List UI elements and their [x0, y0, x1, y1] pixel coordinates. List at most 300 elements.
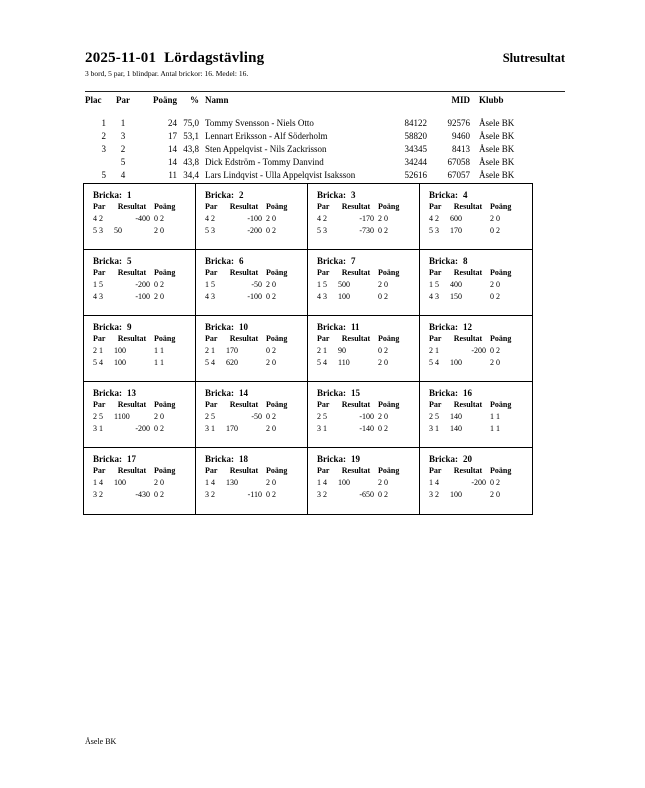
board-result — [226, 423, 262, 435]
board-result-ns: 400 — [450, 280, 462, 289]
result-pct: 34,4 — [183, 169, 199, 180]
board-header-resultat: Resultat — [453, 334, 483, 343]
board-result — [226, 345, 262, 357]
board-header-par: Par — [205, 268, 218, 277]
board-par: 1 5 — [317, 280, 327, 289]
board-label: Bricka: — [93, 322, 122, 332]
board-par: 3 2 — [93, 490, 103, 499]
boards-grid — [83, 183, 533, 515]
board-poang: 0 2 — [154, 424, 164, 433]
board-par: 2 5 — [93, 412, 103, 421]
board-result — [450, 411, 486, 423]
board-label: Bricka: — [429, 322, 458, 332]
board-score-row — [205, 345, 303, 357]
board-header-row — [93, 267, 191, 279]
board-score-row — [429, 291, 528, 303]
board-score-row — [205, 423, 303, 435]
board-score-row — [93, 279, 191, 291]
board-header-row — [205, 465, 303, 477]
board-header-poang: Poäng — [378, 268, 400, 277]
board-poang: 0 2 — [266, 490, 276, 499]
board-result — [114, 279, 150, 291]
board-result-ew: -650 — [359, 490, 374, 499]
board-header-resultat: Resultat — [229, 400, 259, 409]
board-result-ns: 170 — [226, 424, 238, 433]
board-header-resultat: Resultat — [341, 334, 371, 343]
board-score-row — [429, 477, 528, 489]
board-par: 3 1 — [93, 424, 103, 433]
board-cell — [308, 382, 420, 448]
board-header-poang: Poäng — [266, 400, 288, 409]
board-number: 9 — [127, 322, 132, 332]
board-header-row — [205, 399, 303, 411]
board-poang: 2 0 — [154, 478, 164, 487]
board-result-ns: 620 — [226, 358, 238, 367]
board-title — [205, 387, 303, 399]
board-cell — [196, 382, 308, 448]
col-header-plac: Plac — [85, 95, 102, 105]
board-score-row — [205, 279, 303, 291]
board-score-row — [429, 213, 528, 225]
board-header-par: Par — [205, 466, 218, 475]
board-header-row — [317, 267, 415, 279]
board-number: 14 — [239, 388, 248, 398]
board-score-row — [317, 279, 415, 291]
board-poang: 0 2 — [154, 280, 164, 289]
board-result-ns: 100 — [114, 478, 126, 487]
board-header-resultat: Resultat — [453, 466, 483, 475]
board-header-poang: Poäng — [490, 466, 512, 475]
board-label: Bricka: — [429, 256, 458, 266]
result-poang: 14 — [168, 143, 177, 154]
board-par: 4 3 — [205, 292, 215, 301]
board-result — [114, 477, 150, 489]
board-result — [226, 489, 262, 501]
board-header-row — [93, 465, 191, 477]
board-title — [93, 189, 191, 201]
board-header-poang: Poäng — [378, 202, 400, 211]
header-rule — [85, 91, 565, 92]
board-score-row — [93, 291, 191, 303]
board-number: 6 — [239, 256, 244, 266]
board-header-row — [93, 201, 191, 213]
board-par: 1 5 — [205, 280, 215, 289]
board-result — [114, 225, 150, 237]
board-number: 13 — [127, 388, 136, 398]
board-result-ns: 100 — [338, 478, 350, 487]
board-result — [450, 345, 486, 357]
board-par: 4 2 — [205, 214, 215, 223]
board-result — [226, 213, 262, 225]
result-mid-2: 9460 — [452, 130, 470, 141]
board-label: Bricka: — [429, 388, 458, 398]
board-number: 4 — [463, 190, 468, 200]
result-namn: Tommy Svensson - Niels Otto — [205, 117, 314, 128]
board-result-ns: 130 — [226, 478, 238, 487]
board-header-resultat: Resultat — [229, 334, 259, 343]
board-result-ns: 100 — [450, 358, 462, 367]
result-poang: 17 — [168, 130, 177, 141]
result-namn: Lennart Eriksson - Alf Söderholm — [205, 130, 328, 141]
board-header-resultat: Resultat — [117, 400, 147, 409]
board-par: 3 1 — [317, 424, 327, 433]
result-mid-1: 34244 — [404, 156, 427, 167]
board-par: 1 5 — [93, 280, 103, 289]
board-cell — [420, 382, 532, 448]
board-cell — [420, 250, 532, 316]
board-poang: 2 0 — [266, 214, 276, 223]
board-result-ns: 600 — [450, 214, 462, 223]
board-result — [226, 411, 262, 423]
board-poang: 1 1 — [490, 412, 500, 421]
board-result-ns: 100 — [114, 346, 126, 355]
col-header-klubb: Klubb — [479, 95, 504, 105]
board-poang: 0 2 — [378, 346, 388, 355]
board-score-row — [93, 411, 191, 423]
board-poang: 2 0 — [154, 292, 164, 301]
board-par: 1 4 — [317, 478, 327, 487]
board-poang: 0 2 — [490, 226, 500, 235]
board-result-ew: -100 — [135, 292, 150, 301]
board-poang: 2 0 — [378, 478, 388, 487]
board-poang: 2 0 — [490, 358, 500, 367]
board-title — [429, 453, 528, 465]
board-header-poang: Poäng — [266, 268, 288, 277]
board-label: Bricka: — [93, 454, 122, 464]
board-par: 4 2 — [317, 214, 327, 223]
result-pct: 53,1 — [183, 130, 199, 141]
board-par: 1 4 — [429, 478, 439, 487]
result-row — [85, 155, 565, 168]
board-result — [114, 357, 150, 369]
result-namn: Dick Edström - Tommy Danvind — [205, 156, 324, 167]
report-page — [85, 50, 565, 515]
board-label: Bricka: — [429, 190, 458, 200]
board-result — [338, 423, 374, 435]
board-header-row — [93, 333, 191, 345]
result-row — [85, 142, 565, 155]
result-klubb: Åsele BK — [479, 130, 515, 141]
board-number: 8 — [463, 256, 468, 266]
board-header-resultat: Resultat — [117, 268, 147, 277]
result-klubb: Åsele BK — [479, 169, 515, 180]
board-score-row — [317, 357, 415, 369]
board-result-ew: -100 — [247, 214, 262, 223]
board-cell — [196, 250, 308, 316]
result-poang: 24 — [168, 117, 177, 128]
board-result — [338, 411, 374, 423]
board-result-ns: 170 — [450, 226, 462, 235]
board-title — [93, 453, 191, 465]
result-mid-2: 92576 — [447, 117, 470, 128]
board-score-row — [317, 423, 415, 435]
board-result — [450, 291, 486, 303]
board-result-ew: -200 — [247, 226, 262, 235]
board-poang: 1 1 — [154, 346, 164, 355]
board-header-resultat: Resultat — [117, 466, 147, 475]
board-result-ns: 1100 — [114, 412, 130, 421]
board-header-par: Par — [317, 400, 330, 409]
board-score-row — [317, 345, 415, 357]
board-title — [317, 453, 415, 465]
board-header-resultat: Resultat — [453, 400, 483, 409]
board-label: Bricka: — [317, 190, 346, 200]
board-result — [450, 213, 486, 225]
result-par: 4 — [120, 169, 126, 180]
board-title — [429, 321, 528, 333]
board-par: 5 4 — [317, 358, 327, 367]
board-result-ns: 500 — [338, 280, 350, 289]
board-label: Bricka: — [205, 256, 234, 266]
board-par: 3 2 — [429, 490, 439, 499]
board-score-row — [93, 477, 191, 489]
board-header-resultat: Resultat — [341, 466, 371, 475]
board-cell — [84, 382, 196, 448]
board-label: Bricka: — [93, 190, 122, 200]
board-poang: 0 2 — [266, 412, 276, 421]
board-result-ew: -50 — [251, 280, 262, 289]
result-type-label: Slutresultat — [502, 51, 565, 65]
board-poang: 2 0 — [266, 358, 276, 367]
board-par: 4 3 — [429, 292, 439, 301]
board-cell — [196, 184, 308, 250]
board-header-resultat: Resultat — [117, 334, 147, 343]
board-number: 5 — [127, 256, 132, 266]
board-par: 5 4 — [205, 358, 215, 367]
board-poang: 2 0 — [154, 412, 164, 421]
board-header-row — [429, 201, 528, 213]
board-par: 3 2 — [205, 490, 215, 499]
board-poang: 0 2 — [154, 214, 164, 223]
board-result — [450, 279, 486, 291]
board-header-par: Par — [317, 202, 330, 211]
board-result — [114, 411, 150, 423]
board-label: Bricka: — [317, 454, 346, 464]
board-title — [93, 255, 191, 267]
board-result-ew: -200 — [471, 346, 486, 355]
result-mid-1: 52616 — [404, 169, 427, 180]
result-plac: 1 — [101, 117, 106, 128]
board-poang: 0 2 — [490, 346, 500, 355]
board-result — [450, 423, 486, 435]
board-par: 2 5 — [205, 412, 215, 421]
result-plac: 5 — [101, 169, 106, 180]
board-poang: 2 0 — [378, 412, 388, 421]
board-poang: 1 1 — [154, 358, 164, 367]
board-label: Bricka: — [317, 388, 346, 398]
board-poang: 0 2 — [266, 346, 276, 355]
board-header-row — [317, 465, 415, 477]
board-header-poang: Poäng — [490, 334, 512, 343]
board-result — [226, 357, 262, 369]
result-namn: Sten Appelqvist - Nils Zackrisson — [205, 143, 327, 154]
board-par: 5 3 — [205, 226, 215, 235]
board-header-poang: Poäng — [266, 202, 288, 211]
col-header-par: Par — [116, 95, 130, 105]
board-result — [338, 225, 374, 237]
board-header-resultat: Resultat — [117, 202, 147, 211]
board-score-row — [429, 225, 528, 237]
board-title — [317, 387, 415, 399]
board-cell — [308, 316, 420, 382]
board-result — [114, 423, 150, 435]
board-poang: 2 0 — [154, 226, 164, 235]
result-pct: 43,8 — [183, 156, 199, 167]
board-result-ew: -200 — [135, 280, 150, 289]
board-result — [450, 477, 486, 489]
result-mid-1: 58820 — [404, 130, 427, 141]
board-header-poang: Poäng — [154, 202, 176, 211]
result-plac: 3 — [101, 143, 106, 154]
board-poang: 1 1 — [490, 424, 500, 433]
board-number: 16 — [463, 388, 472, 398]
board-header-row — [317, 201, 415, 213]
board-result-ns: 100 — [450, 490, 462, 499]
board-par: 2 1 — [429, 346, 439, 355]
board-result-ew: -110 — [247, 490, 262, 499]
board-score-row — [429, 357, 528, 369]
board-title — [205, 453, 303, 465]
board-header-poang: Poäng — [266, 334, 288, 343]
board-header-poang: Poäng — [266, 466, 288, 475]
board-score-row — [93, 357, 191, 369]
col-header-poang: Poäng — [152, 95, 177, 105]
board-cell — [84, 250, 196, 316]
board-label: Bricka: — [317, 256, 346, 266]
board-poang: 0 2 — [266, 292, 276, 301]
board-result-ew: -730 — [359, 226, 374, 235]
board-title — [317, 255, 415, 267]
board-header-resultat: Resultat — [341, 202, 371, 211]
board-score-row — [205, 411, 303, 423]
board-cell — [420, 316, 532, 382]
board-label: Bricka: — [317, 322, 346, 332]
board-number: 17 — [127, 454, 136, 464]
results-header-row — [85, 95, 565, 116]
board-header-resultat: Resultat — [453, 268, 483, 277]
result-poang: 14 — [168, 156, 177, 167]
board-result-ns: 170 — [226, 346, 238, 355]
board-label: Bricka: — [429, 454, 458, 464]
board-score-row — [429, 489, 528, 501]
board-result — [114, 291, 150, 303]
board-header-par: Par — [205, 334, 218, 343]
board-header-resultat: Resultat — [229, 202, 259, 211]
board-header-resultat: Resultat — [453, 202, 483, 211]
board-result — [338, 279, 374, 291]
board-result-ew: -140 — [359, 424, 374, 433]
board-header-par: Par — [429, 400, 442, 409]
board-result-ns: 140 — [450, 424, 462, 433]
board-cell — [420, 448, 532, 514]
result-mid-1: 84122 — [404, 117, 427, 128]
board-par: 3 1 — [205, 424, 215, 433]
board-par: 4 2 — [93, 214, 103, 223]
board-par: 1 4 — [205, 478, 215, 487]
result-mid-2: 8413 — [452, 143, 470, 154]
board-cell — [420, 184, 532, 250]
board-header-par: Par — [205, 202, 218, 211]
board-number: 19 — [351, 454, 360, 464]
board-score-row — [205, 213, 303, 225]
board-result-ew: -200 — [471, 478, 486, 487]
board-score-row — [317, 477, 415, 489]
result-par: 3 — [120, 130, 126, 141]
board-number: 7 — [351, 256, 356, 266]
result-pct: 43,8 — [183, 143, 199, 154]
board-score-row — [317, 213, 415, 225]
board-header-row — [205, 267, 303, 279]
board-header-poang: Poäng — [154, 268, 176, 277]
board-result — [338, 291, 374, 303]
board-header-row — [429, 465, 528, 477]
board-header-poang: Poäng — [378, 400, 400, 409]
board-number: 18 — [239, 454, 248, 464]
board-cell — [84, 316, 196, 382]
board-result-ns: 150 — [450, 292, 462, 301]
board-par: 5 3 — [93, 226, 103, 235]
board-label: Bricka: — [205, 322, 234, 332]
board-par: 1 5 — [429, 280, 439, 289]
board-header-poang: Poäng — [154, 334, 176, 343]
board-number: 20 — [463, 454, 472, 464]
board-par: 5 4 — [429, 358, 439, 367]
board-result — [226, 225, 262, 237]
board-score-row — [93, 345, 191, 357]
board-par: 3 2 — [317, 490, 327, 499]
report-header — [85, 50, 565, 67]
board-title — [317, 189, 415, 201]
board-title — [93, 321, 191, 333]
board-result-ns: 50 — [114, 226, 122, 235]
result-klubb: Åsele BK — [479, 117, 515, 128]
board-title — [429, 189, 528, 201]
board-poang: 0 2 — [378, 490, 388, 499]
board-poang: 0 2 — [490, 292, 500, 301]
board-header-par: Par — [205, 400, 218, 409]
result-klubb: Åsele BK — [479, 156, 515, 167]
result-mid-1: 34345 — [404, 143, 427, 154]
board-poang: 2 0 — [266, 424, 276, 433]
board-header-par: Par — [429, 268, 442, 277]
board-par: 2 1 — [317, 346, 327, 355]
board-score-row — [429, 423, 528, 435]
board-result-ew: -400 — [135, 214, 150, 223]
board-par: 2 5 — [317, 412, 327, 421]
board-header-poang: Poäng — [490, 202, 512, 211]
board-score-row — [93, 213, 191, 225]
col-header-namn: Namn — [205, 95, 229, 105]
board-title — [205, 189, 303, 201]
board-poang: 0 2 — [266, 226, 276, 235]
board-score-row — [317, 225, 415, 237]
board-number: 1 — [127, 190, 132, 200]
board-header-row — [93, 399, 191, 411]
result-row — [85, 116, 565, 129]
board-score-row — [429, 411, 528, 423]
board-result-ns: 90 — [338, 346, 346, 355]
result-plac — [85, 155, 109, 168]
board-number: 10 — [239, 322, 248, 332]
board-score-row — [429, 345, 528, 357]
board-score-row — [93, 225, 191, 237]
board-title — [429, 387, 528, 399]
board-result — [226, 279, 262, 291]
board-score-row — [205, 477, 303, 489]
board-poang: 0 2 — [378, 424, 388, 433]
board-poang: 2 0 — [490, 490, 500, 499]
board-result — [226, 477, 262, 489]
